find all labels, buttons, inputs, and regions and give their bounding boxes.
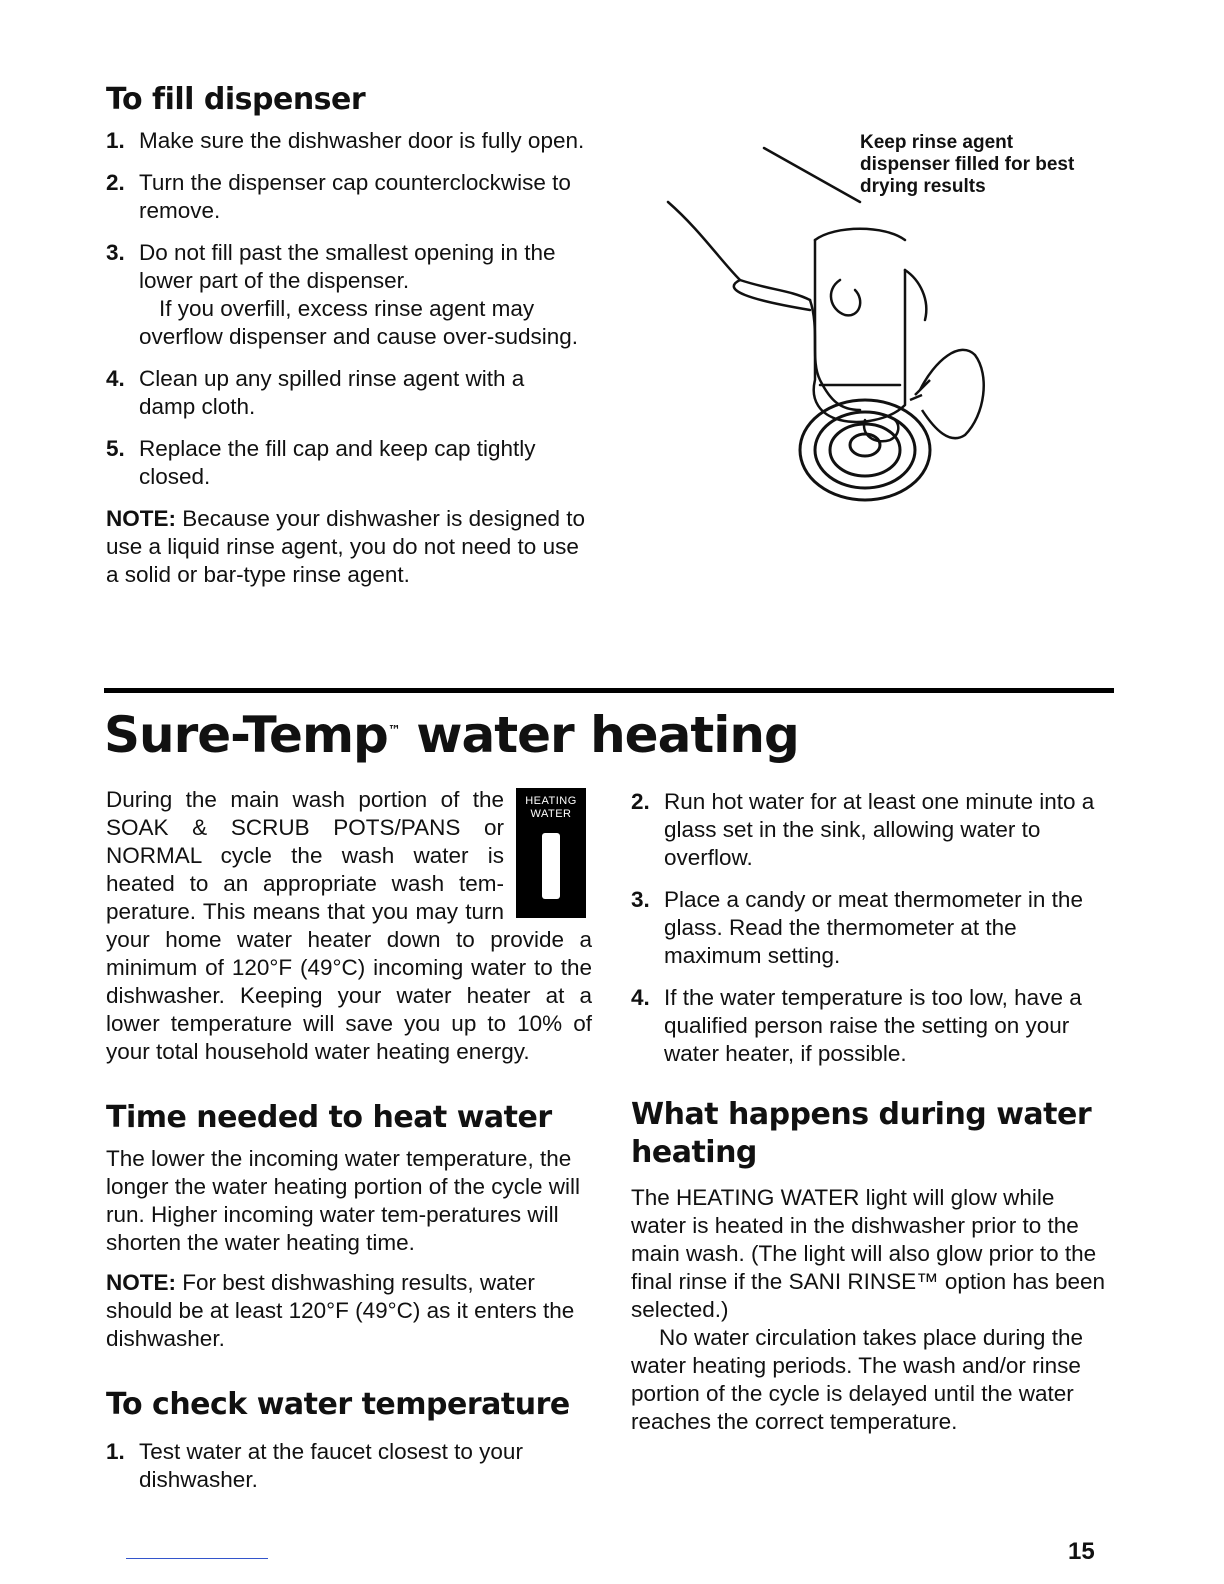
section-divider xyxy=(104,688,1114,693)
page-title: Sure-Temp™ water heating xyxy=(104,706,799,764)
right-column xyxy=(631,788,1113,1436)
left-column xyxy=(106,786,592,1508)
list-item: 4. If the water temperature is too low, have a qualified person raise the setting on your water heater, if possible. xyxy=(631,985,1082,1066)
footer-rule xyxy=(126,1558,268,1559)
list-item: 1. Make sure the dishwasher door is fully open. xyxy=(106,128,585,153)
time-needed-text: The lower the incoming water temperature, the longer the water heating portion of the cycle will run. Higher incoming water tem-peratures will shorten the water heating time. xyxy=(106,1146,581,1255)
fill-dispenser-section xyxy=(106,82,586,589)
temperature-note: NOTE: For best dishwashing results, water should be at least 120°F (49°C) as it enters the dishwasher. xyxy=(106,1270,575,1351)
list-item: 4. Clean up any spilled rinse agent with a damp cloth. xyxy=(106,366,525,419)
indicator-light xyxy=(542,833,560,899)
fill-dispenser-steps xyxy=(106,127,586,491)
what-happens-para2: No water circulation takes place during the water heating periods. The wash and/or rinse portion of the cycle is delayed until the water reaches the correct temperature. xyxy=(631,1325,1083,1434)
what-happens-heading: What happens during water heating xyxy=(631,1097,1092,1170)
list-item: 2. Turn the dispenser cap counterclockwise to remove. xyxy=(106,170,571,223)
page-number: 15 xyxy=(1068,1538,1095,1565)
time-needed-heading: Time needed to heat water xyxy=(106,1100,552,1135)
what-happens-para1: The HEATING WATER light will glow while water is heated in the dishwasher prior to the main wash. (The light will also glow prior to the final rinse if the SANI RINSE™ option has been selected.) xyxy=(631,1185,1105,1322)
overfill-warning: If you overfill, excess rinse agent may overflow dispenser and cause over-sudsing. xyxy=(139,296,578,349)
list-item: 2. Run hot water for at least one minute into a glass set in the sink, allowing water to overflow. xyxy=(631,789,1095,870)
list-item: 5. Replace the fill cap and keep cap tightly closed. xyxy=(106,436,536,489)
heating-water-label: HEATING WATER xyxy=(525,795,577,820)
check-temp-steps-left xyxy=(106,1438,592,1494)
intro-paragraph: During the main wash portion of the SOAK & SCRUB POTS/PANS or NORMAL cycle the wash water is heated to an appropriate wash tem-perature. This means that you may turn your home water heater down to provide a minimum of 120°F (49°C) incoming water to the dishwasher. Keeping your water heater at a lower temperature will save you up to 10% of your total household water heating energy. xyxy=(106,787,592,1064)
rinse-dispenser-illustration xyxy=(660,140,1000,510)
list-item: 3. Do not fill past the smallest opening in the lower part of the dispenser. If you overfill, excess rinse agent may overflow dispenser and cause over-sudsing. xyxy=(106,240,578,349)
rinse-agent-note: NOTE: Because your dishwasher is designed to use a liquid rinse agent, you do not need to use a solid or bar-type rinse agent. xyxy=(106,506,586,587)
heating-water-indicator xyxy=(516,788,586,918)
check-temp-steps-right xyxy=(631,788,1113,1068)
list-item: 3. Place a candy or meat thermometer in the glass. Read the thermometer at the maximum setting. xyxy=(631,887,1083,968)
illustration-callout: Keep rinse agent dispenser filled for best drying results xyxy=(860,132,1075,197)
check-temp-heading: To check water temperature xyxy=(106,1387,570,1422)
fill-dispenser-heading: To fill dispenser xyxy=(106,82,366,117)
list-item: 1. Test water at the faucet closest to your dishwasher. xyxy=(106,1439,523,1492)
